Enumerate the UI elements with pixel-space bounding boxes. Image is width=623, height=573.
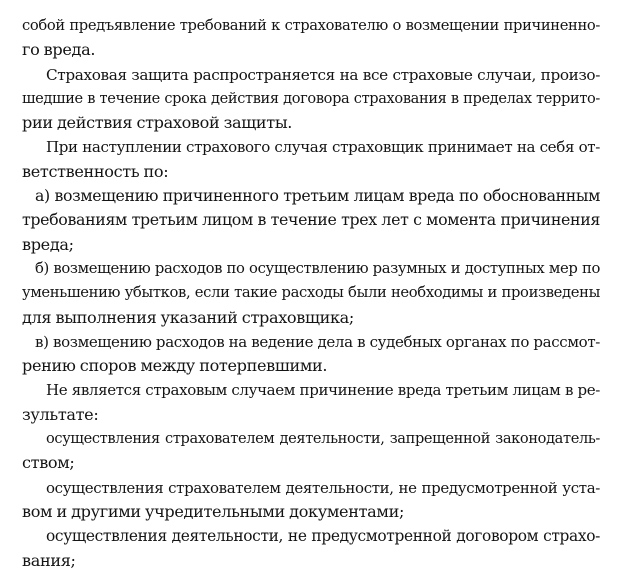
text-line: рению споров между потерпевшими. (22, 356, 328, 376)
text-line: для выполнения указаний страховщика; (22, 307, 354, 327)
text-line: вом и другими учредительными документами; (22, 501, 405, 521)
text-line: в) возмещению расходов на ведение дела в судебных органах по рассмот- (35, 332, 600, 351)
text-line: вания; (22, 550, 76, 570)
document-page (22, 14, 600, 573)
text-line: а) возмещению причиненного третьим лицам вреда по обоснованным (35, 186, 600, 206)
text-line: вреда; (22, 234, 74, 254)
text-line: го вреда. (22, 40, 96, 60)
text-line: собой предъявление требований к страхователю о возмещении причиненно- (22, 17, 600, 34)
text-line: Не является страховым случаем причинение вреда третьим лицам в ре- (46, 381, 600, 400)
text-line: рии действия страховой защиты. (22, 113, 293, 133)
text-line: При наступлении страхового случая страховщик принимает на себя от- (46, 138, 600, 157)
text-line: Страховая защита распространяется на все страховые случаи, произо- (46, 65, 600, 84)
text-line: осуществления страхователем деятельности, запрещенной законодатель- (46, 430, 600, 448)
text-line: ством; (22, 453, 75, 473)
text-line: требованиям третьим лицом в течение трех лет с момента причинения (22, 210, 600, 230)
text-line: осуществления страхователем деятельности, не предусмотренной уста- (46, 478, 600, 497)
text-line: шедшие в течение срока действия договора страхования в пределах террито- (22, 89, 600, 107)
text-line: уменьшению убытков, если такие расходы были необходимы и произведены (22, 284, 600, 302)
text-line: б) возмещению расходов по осуществлению разумных и доступных мер по (35, 259, 600, 277)
text-line: ветственность по: (22, 161, 169, 181)
text-line: зультате: (22, 404, 99, 424)
text-line: осуществления деятельности, не предусмотренной договором страхо- (46, 527, 600, 546)
